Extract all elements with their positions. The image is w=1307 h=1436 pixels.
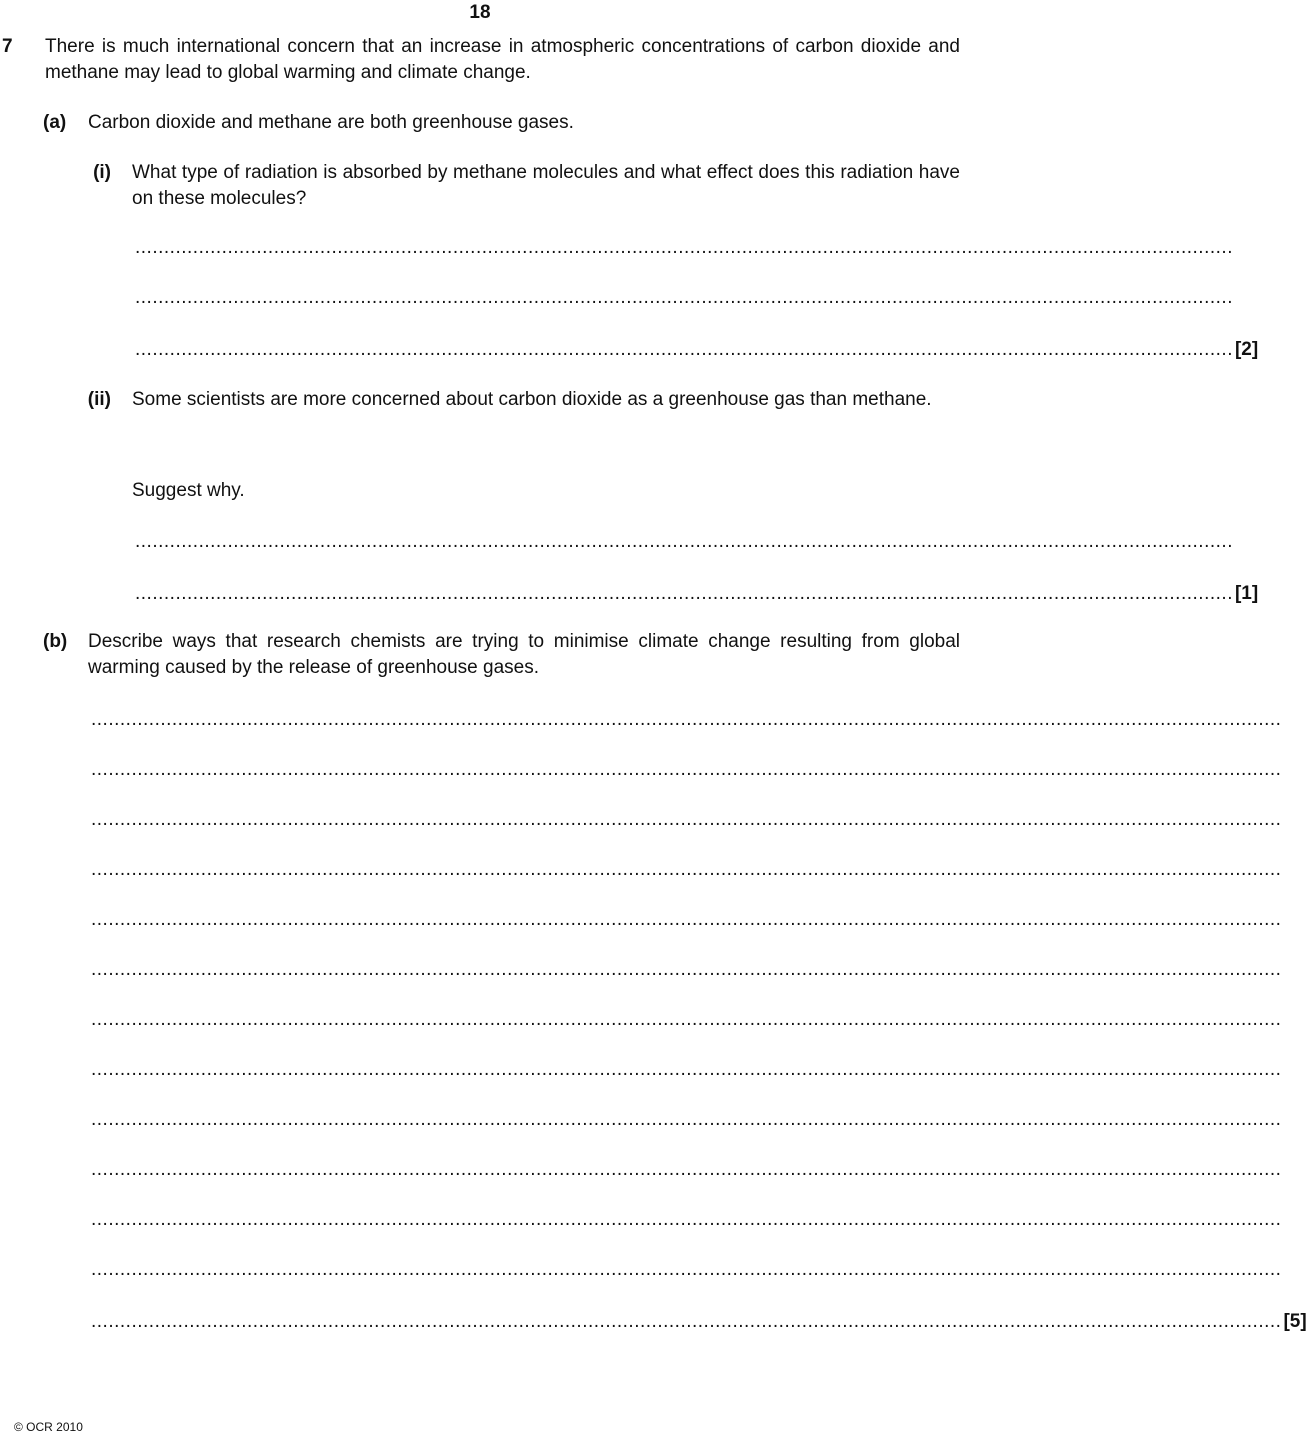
answer-line[interactable]: ..............................................................................................................................................................................................	[135, 531, 1233, 552]
answer-line[interactable]: ..............................................................................................................................................................................................	[135, 237, 1233, 258]
answer-line[interactable]: ..............................................................................................................................................................................................................	[91, 859, 1282, 880]
answer-dots: ..............................................................................................................................................................................................	[135, 339, 1233, 360]
answer-line[interactable]: ..............................................................................................................................................................................................................	[91, 1209, 1282, 1230]
answer-line[interactable]: ..............................................................................................................................................................................................................	[91, 1109, 1282, 1130]
question-number: 7	[2, 36, 13, 57]
copyright-footer: © OCR 2010	[14, 1420, 83, 1434]
sub-ii-text: Some scientists are more concerned about carbon dioxide as a greenhouse gas than methane.	[132, 389, 932, 410]
answer-line[interactable]: ..............................................................................................................................................................................................................	[91, 1259, 1282, 1280]
answer-dots: ..............................................................................................................................................................................................	[135, 583, 1233, 604]
answer-dots: ..............................................................................................................................................................................................................	[91, 1311, 1282, 1332]
sub-i-text: What type of radiation is absorbed by methane molecules and what effect does this radiation have on these molecules?	[132, 162, 960, 209]
page-number: 18	[469, 2, 491, 23]
answer-line[interactable]: ..............................................................................................................................................................................................................	[91, 809, 1282, 830]
sub-i-label: (i)	[93, 162, 111, 183]
answer-line[interactable]: ..............................................................................................................................................................................................................	[91, 959, 1282, 980]
answer-line[interactable]: ..............................................................................................................................................................................................................	[91, 1009, 1282, 1030]
answer-line[interactable]: ..............................................................................................................................................................................................................	[91, 909, 1282, 930]
answer-line-with-marks[interactable]	[135, 337, 1259, 361]
answer-line[interactable]: ..............................................................................................................................................................................................................	[91, 759, 1282, 780]
marks-indicator: [5]	[1283, 1311, 1307, 1332]
part-a-label: (a)	[43, 112, 67, 133]
part-a-text: Carbon dioxide and methane are both greenhouse gases.	[88, 112, 574, 133]
marks-indicator: [1]	[1234, 583, 1259, 604]
answer-line-with-marks[interactable]	[135, 581, 1259, 605]
answer-line[interactable]: ..............................................................................................................................................................................................	[135, 287, 1233, 308]
part-b-text: Describe ways that research chemists are trying to minimise climate change resulting from global warming caused by the release of greenhouse gases.	[88, 631, 960, 678]
question-intro: There is much international concern that an increase in atmospheric concentrations of carbon dioxide and methane may lead to global warming and climate change.	[45, 36, 960, 83]
marks-indicator: [2]	[1234, 339, 1259, 360]
answer-line-with-marks[interactable]	[91, 1309, 1307, 1333]
answer-line[interactable]: ..............................................................................................................................................................................................................	[91, 709, 1282, 730]
answer-line[interactable]: ..............................................................................................................................................................................................................	[91, 1059, 1282, 1080]
sub-ii-label: (ii)	[87, 389, 111, 410]
part-b-label: (b)	[43, 631, 68, 652]
sub-ii-prompt: Suggest why.	[132, 480, 245, 501]
answer-line[interactable]: ..............................................................................................................................................................................................................	[91, 1159, 1282, 1180]
